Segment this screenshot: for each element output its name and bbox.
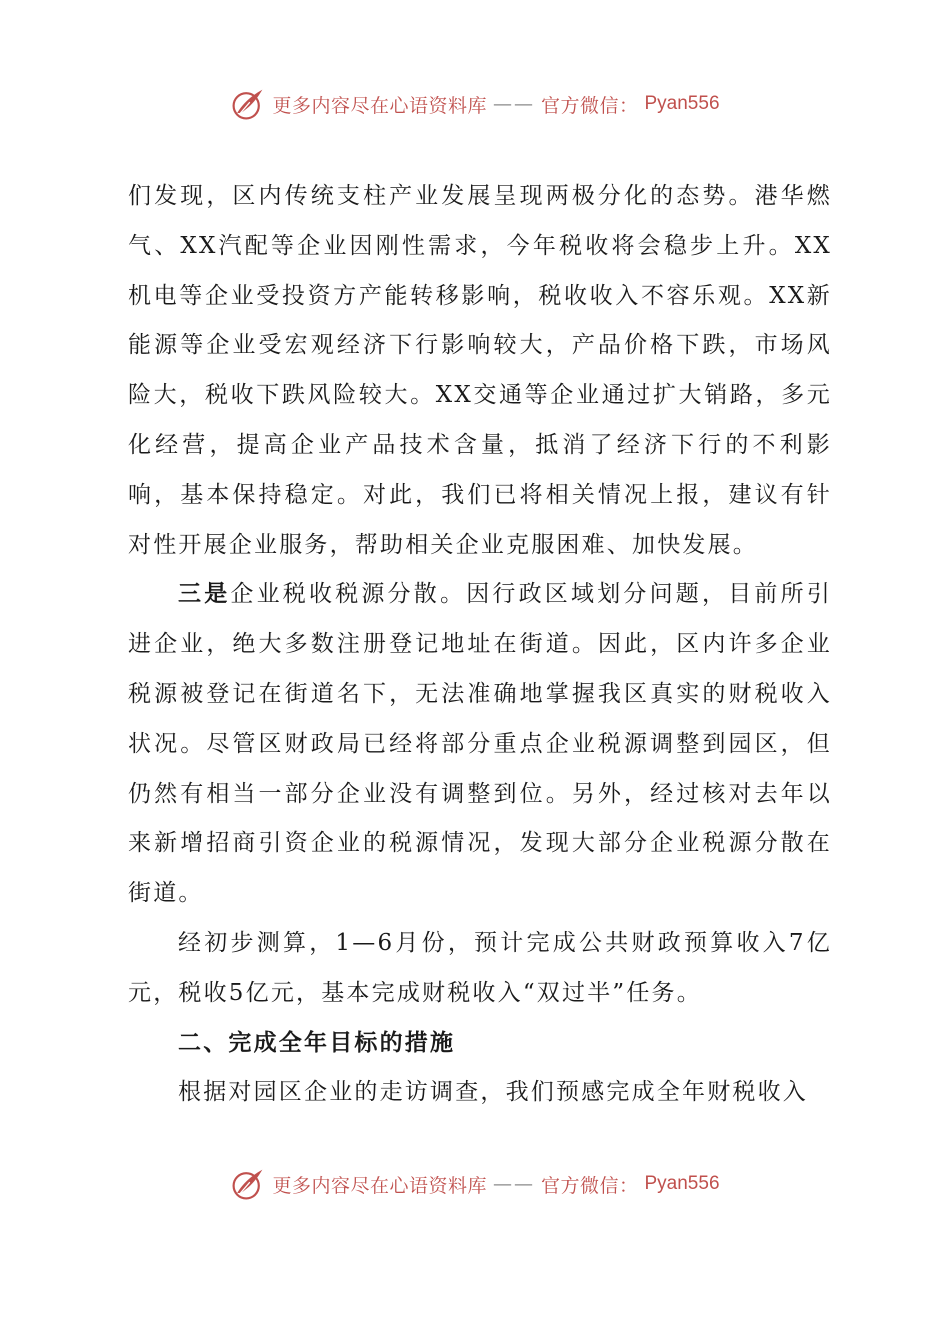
section-heading: 二、完成全年目标的措施 [178, 1029, 456, 1056]
watermark-wechat-id: Pyan556 [644, 93, 720, 114]
footer-watermark [0, 1164, 950, 1204]
paragraph-lead-bold: 三是 [178, 581, 231, 608]
watermark-label: 官方微信： [540, 94, 639, 117]
watermark-label: 官方微信： [540, 1174, 639, 1197]
watermark-title: 更多内容尽在心语资料库 [272, 1174, 487, 1197]
watermark-dash: —— [492, 1173, 535, 1195]
paragraph-survey: 根据对园区企业的走访调查，我们预感完成全年财税收入 [178, 1079, 808, 1106]
paragraph-continuation: 们发现，区内传统支柱产业发展呈现两极分化的态势。港华燃气、XX汽配等企业因刚性需求，今年税收将会稳步上升。XX机电等企业受投资方产能转移影响，税收收入不容乐观。XX新能源等企业受宏观经济下行影响较大，产品价格下跌，市场风险大，税收下跌风险较大。XX交通等企业通过扩大销路，多元化经营，提高企业产品技术含量，抵消了经济下行的不利影响，基本保持稳定。对此，我们已将相关情况上报，建议有针对性开展企业服务，帮助相关企业克服困难、加快发展。 [128, 183, 832, 558]
watermark-dash: —— [492, 93, 535, 115]
paragraph-body-text: 企业税收税源分散。因行政区域划分问题，目前所引进企业，绝大多数注册登记地址在街道。因此，区内许多企业税源被登记在街道名下，无法准确地掌握我区真实的财税收入状况。尽管区财政局已经将部分重点企业税源调整到园区，但仍然有相当一部分企业没有调整到位。另外，经过核对去年以来新增招商引资企业的税源情况，发现大部分企业税源分散在街道。 [128, 581, 832, 907]
watermark-wechat-id: Pyan556 [644, 1173, 720, 1194]
paragraph-three-is [128, 570, 832, 919]
watermark-title: 更多内容尽在心语资料库 [272, 94, 487, 117]
quill-pen-logo-icon [230, 1166, 266, 1202]
quill-pen-logo-icon [230, 86, 266, 122]
paragraph-estimate: 经初步测算，1—6月份，预计完成公共财政预算收入7亿元，税收5亿元，基本完成财税收入“双过半”任务。 [128, 929, 832, 1006]
header-watermark [0, 84, 950, 124]
document-body [128, 172, 832, 1118]
